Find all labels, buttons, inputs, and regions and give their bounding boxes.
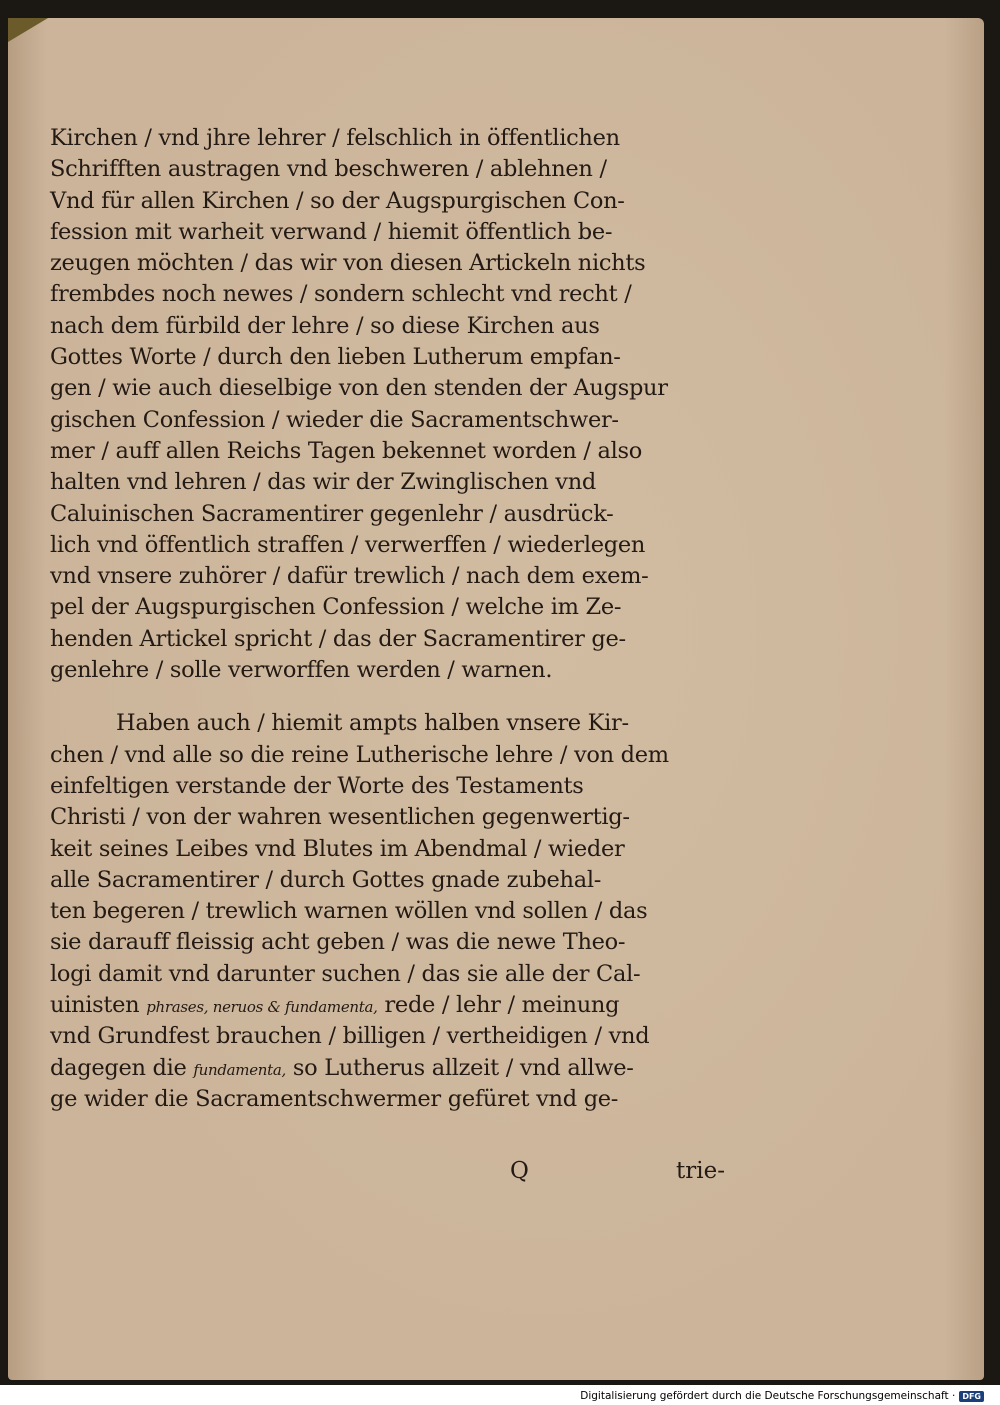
text-fragment: so Lutherus allzeit / vnd allwe- (286, 1054, 634, 1081)
credit-text: Digitalisierung gefördert durch die Deutsche Forschungsgemeinschaft · (580, 1390, 956, 1402)
text-line: sie darauff fleissig acht geben / was die newe Theo- (50, 929, 626, 956)
latin-phrase: phrases, neruos & fundamenta, (146, 998, 378, 1017)
text-line: einfeltigen verstande der Worte des Testaments (50, 772, 584, 799)
page-footer-line (50, 1158, 750, 1192)
text-line: ge wider die Sacramentschwermer gefüret vnd ge- (50, 1085, 619, 1112)
text-fragment: dagegen die (50, 1054, 194, 1081)
text-line: Schrifften austragen vnd beschweren / ablehnen / (50, 156, 607, 183)
text-line: Christi / von der wahren wesentlichen gegenwertig- (50, 804, 630, 831)
text-line: pel der Augspurgischen Confession / welche im Ze- (50, 594, 622, 621)
page-corner-marker (8, 18, 48, 42)
paragraph-2 (50, 708, 750, 1115)
text-line: Caluinischen Sacramentirer gegenlehr / ausdrück- (50, 500, 614, 527)
text-line: halten vnd lehren / das wir der Zwinglischen vnd (50, 469, 596, 496)
signature-mark: Q (510, 1158, 529, 1184)
text-line: Gottes Worte / durch den lieben Lutherum empfan- (50, 344, 621, 371)
text-line (50, 1053, 750, 1084)
latin-phrase: fundamenta, (193, 1060, 286, 1079)
text-line (50, 990, 750, 1021)
catchword: trie- (676, 1158, 725, 1184)
digitization-credit (580, 1390, 984, 1402)
text-line: nach dem fürbild der lehre / so diese Kirchen aus (50, 312, 600, 339)
paragraph-1 (50, 123, 750, 686)
text-line: frembdes noch newes / sondern schlecht vnd recht / (50, 281, 632, 308)
text-line: Kirchen / vnd jhre lehrer / felschlich in öffentlichen (50, 125, 620, 151)
text-line: fession mit warheit verwand / hiemit öffentlich be- (50, 218, 613, 245)
text-line: keit seines Leibes vnd Blutes im Abendmal / wieder (50, 835, 625, 862)
text-line: gen / wie auch dieselbige von den stenden der Augspur (50, 375, 668, 402)
text-line: logi damit vnd darunter suchen / das sie alle der Cal- (50, 960, 641, 987)
body-text (50, 123, 750, 1115)
dfg-logo: DFG (959, 1391, 984, 1402)
text-fragment: uinisten (50, 992, 147, 1019)
text-line: henden Artickel spricht / das der Sacramentirer ge- (50, 625, 626, 652)
text-line: Haben auch / hiemit ampts halben vnsere Kir- (116, 710, 629, 737)
text-line: genlehre / solle verworffen werden / warnen. (50, 657, 553, 684)
text-line: lich vnd öffentlich straffen / verwerffen / wiederlegen (50, 531, 646, 558)
text-line: mer / auff allen Reichs Tagen bekennet worden / also (50, 437, 642, 464)
text-line: Vnd für allen Kirchen / so der Augspurgischen Con- (50, 187, 625, 214)
text-line: vnd vnsere zuhörer / dafür trewlich / nach dem exem- (50, 563, 649, 590)
document-page (8, 18, 984, 1380)
text-line: zeugen möchten / das wir von diesen Artickeln nichts (50, 250, 646, 277)
text-line: gischen Confession / wieder die Sacramentschwer- (50, 406, 619, 433)
text-line: chen / vnd alle so die reine Lutherische lehre / von dem (50, 741, 669, 768)
text-fragment: rede / lehr / meinung (377, 992, 620, 1019)
text-line: alle Sacramentirer / durch Gottes gnade zubehal- (50, 866, 602, 893)
text-line: ten begeren / trewlich warnen wöllen vnd sollen / das (50, 898, 648, 925)
text-line: vnd Grundfest brauchen / billigen / vertheidigen / vnd (50, 1023, 650, 1050)
